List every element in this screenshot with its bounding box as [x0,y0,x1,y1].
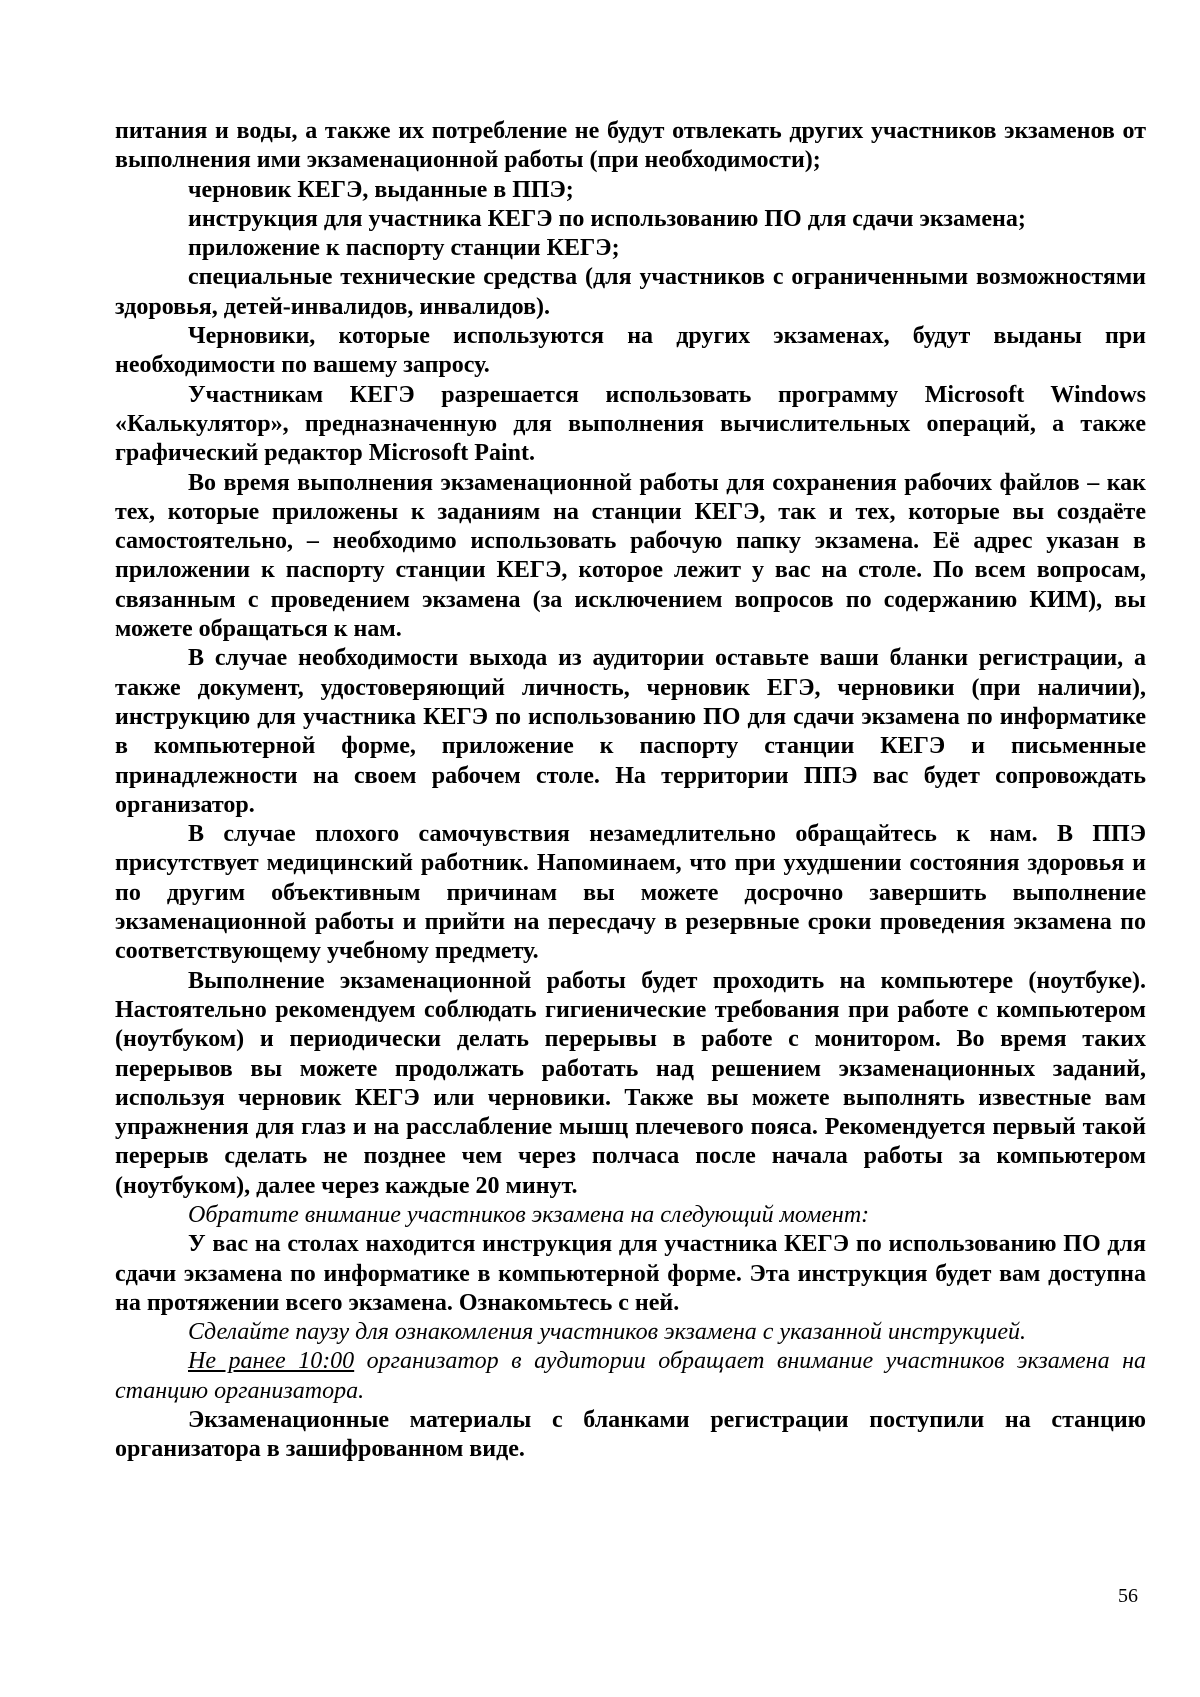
list-item: специальные технические средства (для участников с ограниченными возможностями здоровья, детей-инвалидов, инвалидов). [115,264,1146,320]
list-item: приложение к паспорту станции КЕГЭ; [188,235,620,262]
paragraph: В случае плохого самочувствия незамедлительно обращайтесь к нам. В ППЭ присутствует медицинский работник. Напоминаем, что при ухудшении состояния здоровья и по другим объективным причинам вы можете досрочно завершить выполнение экзаменационной работы и прийти на пересдачу в резервные сроки проведения экзамена по соответствующему учебному предмету. [115,821,1146,965]
document-page [115,117,1146,1465]
list-item: черновик КЕГЭ, выданные в ППЭ; [188,176,574,203]
page-number: 56 [1118,1585,1138,1607]
paragraph: Во время выполнения экзаменационной работы для сохранения рабочих файлов – как тех, которые приложены к заданиям на станции КЕГЭ, так и тех, которые вы создаёте самостоятельно, – необходимо использовать рабочую папку экзамена. Её адрес указан в приложении к паспорту станции КЕГЭ, которое лежит у вас на столе. По всем вопросам, связанным с проведением экзамена (за исключением вопросов по содержанию КИМ), вы можете обращаться к нам. [115,469,1146,643]
list-item: инструкция для участника КЕГЭ по использованию ПО для сдачи экзамена; [188,205,1026,232]
paragraph: В случае необходимости выхода из аудитории оставьте ваши бланки регистрации, а также документ, удостоверяющий личность, черновик ЕГЭ, черновики (при наличии), инструкцию для участника КЕГЭ по использованию ПО для сдачи экзамена по информатике в компьютерной форме, приложение к паспорту станции КЕГЭ и письменные принадлежности на своем рабочем столе. На территории ППЭ вас будет сопровождать организатор. [115,645,1146,818]
instruction-note: Сделайте паузу для ознакомления участников экзамена с указанной инструкцией. [188,1319,1026,1346]
organizer-note [115,1347,1146,1406]
paragraph: Выполнение экзаменационной работы будет проходить на компьютере (ноутбуке). Настоятельно рекомендуем соблюдать гигиенические требования при работе с компьютером (ноутбуком) и периодически делать перерывы в работе с монитором. Во время таких перерывов вы можете продолжать работать над решением экзаменационных заданий, используя черновик КЕГЭ или черновики. Также вы можете выполнять известные вам упражнения для глаз и на расслабление мышц плечевого пояса. Рекомендуется первый такой перерыв сделать не позднее чем через полчаса после начала работы за компьютером (ноутбуком), далее через каждые 20 минут. [115,967,1146,1199]
final-paragraph: Экзаменационные материалы с бланками регистрации поступили на станцию организатора в зашифрованном виде. [115,1407,1146,1463]
paragraph: Участникам КЕГЭ разрешается использовать программу Microsoft Windows «Калькулятор», предназначенную для выполнения вычислительных операций, а также графический редактор Microsoft Paint. [115,381,1146,467]
paragraph: питания и воды, а также их потребление не будут отвлекать других участников экзаменов от выполнения ими экзаменационной работы (при необходимости); [115,118,1146,174]
time-underlined: Не ранее 10:00 [188,1348,355,1375]
paragraph: У вас на столах находится инструкция для участника КЕГЭ по использованию ПО для сдачи экзамена по информатике в компьютерной форме. Эта инструкция будет вам доступна на протяжении всего экзамена. Ознакомьтесь с ней. [115,1231,1146,1316]
instruction-note: Обратите внимание участников экзамена на следующий момент: [188,1201,870,1228]
paragraph: Черновики, которые используются на других экзаменах, будут выданы при необходимости по вашему запросу. [115,323,1146,379]
organizer-note-text: организатор в аудитории обращает внимание участников экзамена на станцию организатора. [115,1348,1146,1404]
